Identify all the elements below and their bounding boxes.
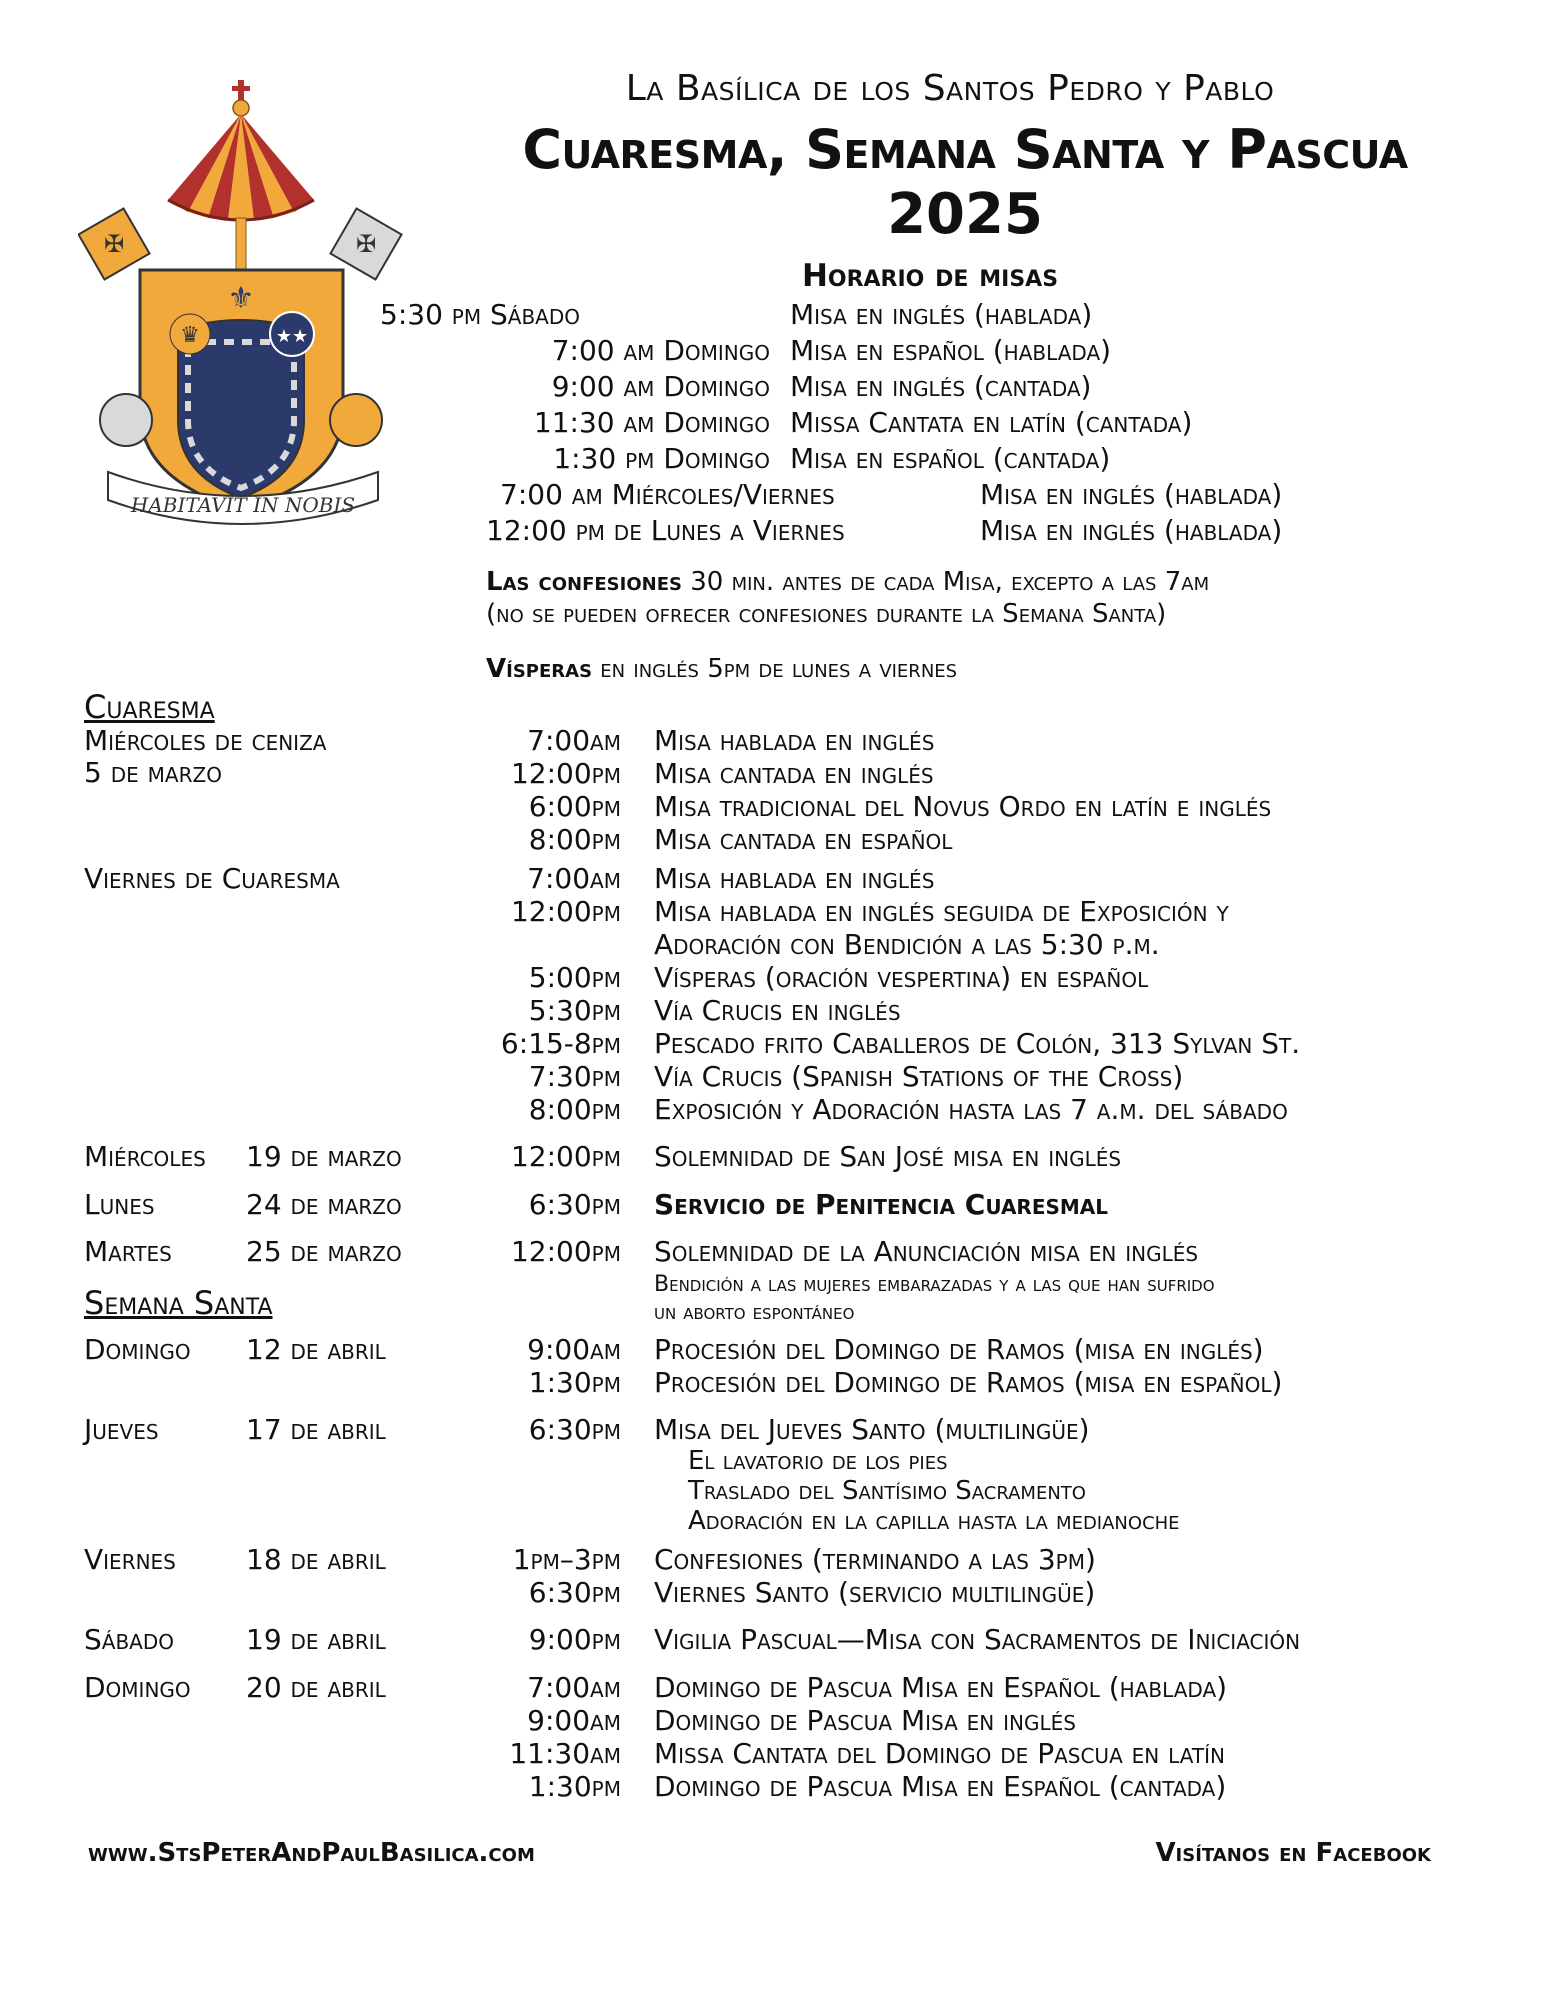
event-time: 9:00am xyxy=(527,1333,621,1366)
event-time: 7:00am xyxy=(527,1671,621,1704)
holy-saturday-date: 19 de abril xyxy=(246,1623,386,1656)
palm-sunday-date: 12 de abril xyxy=(246,1333,386,1366)
basilica-coat-of-arms xyxy=(78,80,408,540)
website-link[interactable]: www.StsPeterAndPaulBasilica.com xyxy=(88,1838,535,1868)
holy-week-heading: Semana Santa xyxy=(84,1284,273,1322)
church-name: La Basílica de los Santos Pedro y Pablo xyxy=(625,68,1275,109)
umbraculum-icon xyxy=(168,114,314,278)
event-time: 9:00am xyxy=(527,1704,621,1737)
event-desc: Solemnidad de la Anunciación misa en inglés xyxy=(654,1235,1199,1268)
confessions-note xyxy=(486,566,1526,630)
event-desc: Confesiones (terminando a las 3pm) xyxy=(654,1543,1096,1576)
penance-day: Lunes xyxy=(84,1188,155,1221)
annunciation-date: 25 de marzo xyxy=(246,1235,402,1268)
event-desc: Viernes Santo (servicio multilingüe) xyxy=(654,1576,1096,1609)
event-time: 9:00pm xyxy=(528,1623,621,1656)
event-desc: Missa Cantata del Domingo de Pascua en latín xyxy=(654,1737,1225,1770)
event-time: 8:00pm xyxy=(528,823,621,856)
mass-row-time: 11:30 am Domingo xyxy=(533,406,770,439)
event-time: 11:30am xyxy=(509,1737,621,1770)
svg-text:✠: ✠ xyxy=(103,230,125,258)
event-time: 12:00pm xyxy=(510,1140,621,1173)
st-joseph-date: 19 de marzo xyxy=(246,1140,402,1173)
event-desc: Procesión del Domingo de Ramos (misa en español) xyxy=(654,1366,1283,1399)
event-desc: Domingo de Pascua Misa en Español (hablada) xyxy=(654,1671,1228,1704)
mass-row-desc: Misa en inglés (hablada) xyxy=(790,298,1093,331)
vespers-text: en inglés 5pm de lunes a viernes xyxy=(592,654,958,684)
mass-row-time: 7:00 am Domingo xyxy=(551,334,770,367)
event-time: 6:30pm xyxy=(528,1188,621,1221)
lent-heading: Cuaresma xyxy=(84,688,215,726)
ash-wednesday-day: Miércoles de ceniza xyxy=(84,724,327,757)
event-subnote: Traslado del Santísimo Sacramento xyxy=(688,1476,1086,1506)
event-desc: Misa cantada en español xyxy=(654,823,953,856)
event-time: 6:15-8pm xyxy=(500,1027,621,1060)
event-desc: Vía Crucis (Spanish Stations of the Cross) xyxy=(654,1060,1184,1093)
holy-thursday-date: 17 de abril xyxy=(246,1413,386,1446)
mass-row-desc: Misa en inglés (hablada) xyxy=(980,514,1283,547)
event-desc: Solemnidad de San José misa en inglés xyxy=(654,1140,1122,1173)
event-time: 7:00am xyxy=(527,724,621,757)
easter-day: Domingo xyxy=(84,1671,191,1704)
ash-wednesday-date: 5 de marzo xyxy=(84,756,222,789)
event-desc: Misa cantada en inglés xyxy=(654,757,934,790)
svg-text:✠: ✠ xyxy=(355,230,377,258)
event-desc: Pescado frito Caballeros de Colón, 313 Sylvan St. xyxy=(654,1027,1301,1060)
holy-saturday-day: Sábado xyxy=(84,1623,174,1656)
event-desc: Misa hablada en inglés xyxy=(654,724,935,757)
event-time: 6:30pm xyxy=(528,1576,621,1609)
event-subnote: Bendición a las mujeres embarazadas y a las que han sufrido xyxy=(654,1272,1215,1297)
event-time: 8:00pm xyxy=(528,1093,621,1126)
event-desc: Misa del Jueves Santo (multilingüe) xyxy=(654,1413,1090,1446)
event-desc: Domingo de Pascua Misa en Español (cantada) xyxy=(654,1770,1227,1803)
annunciation-day: Martes xyxy=(84,1235,172,1268)
st-joseph-day: Miércoles xyxy=(84,1140,206,1173)
svg-text:♛: ♛ xyxy=(180,323,200,348)
vespers-note xyxy=(486,654,957,684)
lent-fridays-day: Viernes de Cuaresma xyxy=(84,862,340,895)
event-subnote: El lavatorio de los pies xyxy=(688,1446,948,1476)
svg-text:⚜: ⚜ xyxy=(227,281,255,316)
event-time: 7:00am xyxy=(527,862,621,895)
event-time: 5:30pm xyxy=(528,994,621,1027)
mass-row-time: 7:00 am Miércoles/Viernes xyxy=(500,478,835,511)
event-time: 1pm–3pm xyxy=(512,1543,621,1576)
shield-icon xyxy=(140,270,343,510)
event-desc: Vísperas (oración vespertina) en español xyxy=(654,961,1149,994)
event-time: 6:30pm xyxy=(528,1413,621,1446)
event-desc: Misa hablada en inglés xyxy=(654,862,935,895)
confessions-holy-week-note: (no se pueden ofrecer confesiones durante la Semana Santa) xyxy=(486,599,1167,629)
left-rose-icon xyxy=(100,394,152,446)
event-time: 6:00pm xyxy=(528,790,621,823)
event-desc: Vía Crucis en inglés xyxy=(654,994,901,1027)
event-subnote: Adoración en la capilla hasta la medianoche xyxy=(688,1506,1180,1536)
svg-text:★★: ★★ xyxy=(275,326,309,347)
event-desc: Exposición y Adoración hasta las 7 a.m. del sábado xyxy=(654,1093,1288,1126)
confessions-text: 30 min. antes de cada Misa, excepto a las 7am xyxy=(681,567,1210,597)
easter-date: 20 de abril xyxy=(246,1671,386,1704)
event-desc-continued: Adoración con Bendición a las 5:30 p.m. xyxy=(654,928,1160,961)
mass-row-time: 12:00 pm de Lunes a Viernes xyxy=(486,514,845,547)
mass-row-desc: Misa en inglés (cantada) xyxy=(790,370,1092,403)
vespers-label: Vísperas xyxy=(486,654,593,684)
mass-row-desc: Misa en inglés (hablada) xyxy=(980,478,1283,511)
palm-sunday-day: Domingo xyxy=(84,1333,191,1366)
event-desc: Domingo de Pascua Misa en inglés xyxy=(654,1704,1076,1737)
crest-motto: HABITAVIT IN NOBIS xyxy=(130,493,356,517)
mass-row-time: 1:30 pm Domingo xyxy=(553,442,770,475)
event-time: 1:30pm xyxy=(528,1366,621,1399)
event-time: 12:00pm xyxy=(510,757,621,790)
event-subnote: un aborto espontáneo xyxy=(654,1300,855,1325)
holy-thursday-day: Jueves xyxy=(84,1413,159,1446)
confessions-label: Las confesiones xyxy=(486,567,682,597)
event-time: 7:30pm xyxy=(528,1060,621,1093)
mass-row-time: 9:00 am Domingo xyxy=(551,370,770,403)
event-desc: Vigilia Pascual—Misa con Sacramentos de Iniciación xyxy=(654,1623,1301,1656)
page-title: Cuaresma, Semana Santa y Pascua xyxy=(522,118,1408,181)
event-desc: Servicio de Penitencia Cuaresmal xyxy=(654,1188,1109,1221)
event-desc: Procesión del Domingo de Ramos (misa en inglés) xyxy=(654,1333,1264,1366)
good-friday-day: Viernes xyxy=(84,1543,176,1576)
event-time: 5:00pm xyxy=(528,961,621,994)
mass-row-desc: Misa en español (hablada) xyxy=(790,334,1112,367)
mass-row-time: 5:30 pm Sábado xyxy=(380,298,580,331)
penance-date: 24 de marzo xyxy=(246,1188,402,1221)
mass-row-desc: Missa Cantata en latín (cantada) xyxy=(790,406,1193,439)
event-desc: Misa hablada en inglés seguida de Exposición y xyxy=(654,895,1229,928)
mass-row-desc: Misa en español (cantada) xyxy=(790,442,1111,475)
event-time: 12:00pm xyxy=(510,1235,621,1268)
event-desc: Misa tradicional del Novus Ordo en latín e inglés xyxy=(654,790,1272,823)
mass-schedule-heading: Horario de misas xyxy=(801,258,1059,294)
right-rose-icon xyxy=(330,394,382,446)
good-friday-date: 18 de abril xyxy=(246,1543,386,1576)
event-time: 12:00pm xyxy=(510,895,621,928)
facebook-link[interactable]: Visítanos en Facebook xyxy=(1155,1838,1431,1868)
event-time: 1:30pm xyxy=(528,1770,621,1803)
page-year: 2025 xyxy=(887,182,1043,247)
